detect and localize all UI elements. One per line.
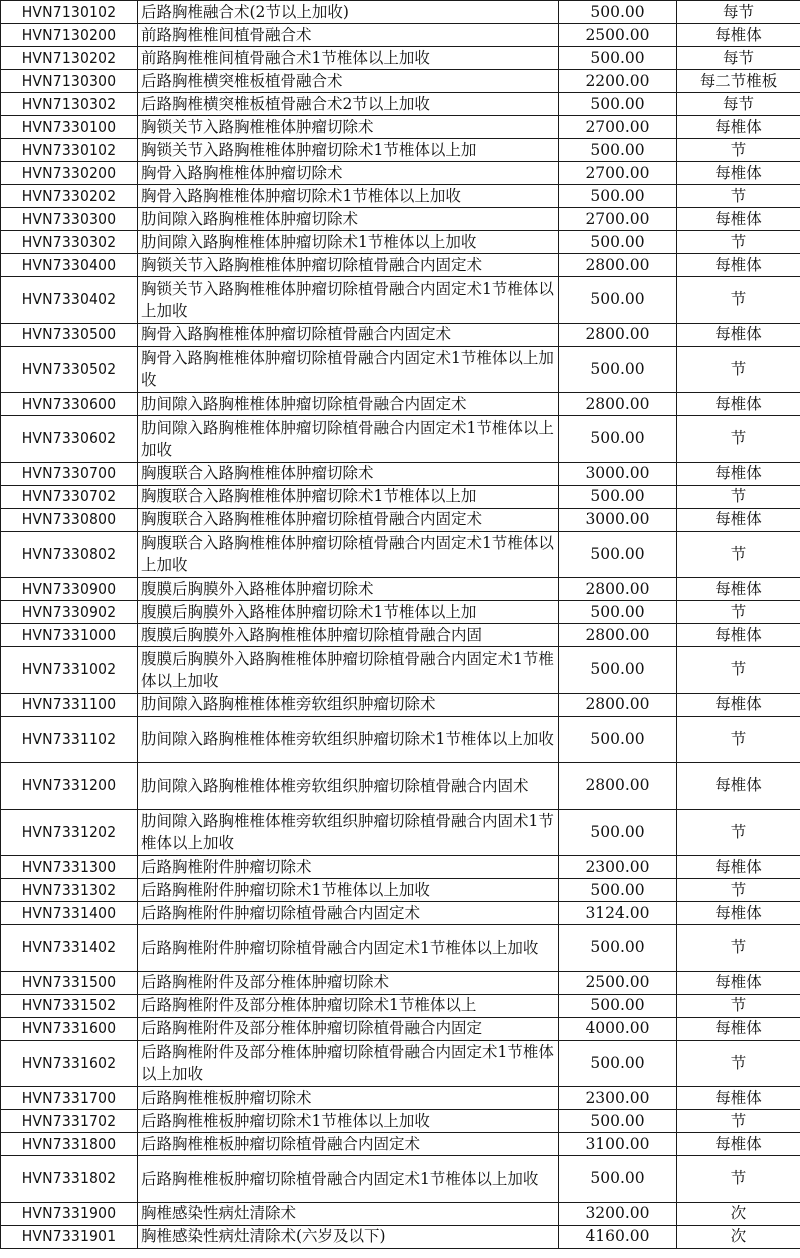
item-price-cell: 500.00 <box>559 601 677 624</box>
item-unit-cell: 每椎体 <box>677 1133 800 1156</box>
item-unit-cell: 每椎体 <box>677 323 800 346</box>
item-name-cell: 后路胸椎椎板肿瘤切除术1节椎体以上加收 <box>138 1110 559 1133</box>
table-row <box>1 277 800 324</box>
item-unit-cell: 每椎体 <box>677 24 800 47</box>
item-unit-cell: 每椎体 <box>677 393 800 416</box>
item-name-cell: 肋间隙入路胸椎椎体椎旁软组织肿瘤切除术 <box>138 693 559 716</box>
item-name-cell: 腹膜后胸膜外入路椎体肿瘤切除术1节椎体以上加 <box>138 601 559 624</box>
item-name-cell: 肋间隙入路胸椎椎体肿瘤切除术1节椎体以上加收 <box>138 231 559 254</box>
item-unit-cell: 每椎体 <box>677 624 800 647</box>
item-price-cell: 500.00 <box>559 231 677 254</box>
item-name-cell: 肋间隙入路胸椎椎体椎旁软组织肿瘤切除植骨融合内固术1节椎体以上加收 <box>138 809 559 856</box>
table-row <box>1 254 800 277</box>
item-code-cell: HVN7331602 <box>1 1040 138 1087</box>
item-name-cell: 胸椎感染性病灶清除术 <box>138 1202 559 1225</box>
item-unit-cell: 每椎体 <box>677 763 800 810</box>
item-code-cell: HVN7331302 <box>1 879 138 902</box>
item-code-cell: HVN7330102 <box>1 139 138 162</box>
item-unit-cell: 每节 <box>677 47 800 70</box>
item-price-cell: 500.00 <box>559 809 677 856</box>
item-name-cell: 肋间隙入路胸椎椎体椎旁软组织肿瘤切除植骨融合内固术 <box>138 763 559 810</box>
item-code-cell: HVN7331700 <box>1 1087 138 1110</box>
item-name-cell: 后路胸椎附件及部分椎体肿瘤切除术1节椎体以上 <box>138 994 559 1017</box>
item-price-cell: 2500.00 <box>559 971 677 994</box>
item-code-cell: HVN7331400 <box>1 902 138 925</box>
table-row <box>1 323 800 346</box>
item-price-cell: 500.00 <box>559 1110 677 1133</box>
table-row <box>1 971 800 994</box>
table-row <box>1 24 800 47</box>
table-row <box>1 647 800 694</box>
item-code-cell: HVN7331702 <box>1 1110 138 1133</box>
table-row <box>1 70 800 93</box>
item-code-cell: HVN7330100 <box>1 116 138 139</box>
item-name-cell: 胸骨入路胸椎椎体肿瘤切除术 <box>138 162 559 185</box>
item-unit-cell: 节 <box>677 277 800 324</box>
item-price-cell: 500.00 <box>559 47 677 70</box>
item-code-cell: HVN7331102 <box>1 716 138 763</box>
item-name-cell: 后路胸椎附件肿瘤切除术1节椎体以上加收 <box>138 879 559 902</box>
item-price-cell: 500.00 <box>559 1 677 24</box>
item-price-cell: 2800.00 <box>559 693 677 716</box>
item-unit-cell: 节 <box>677 485 800 508</box>
table-row <box>1 416 800 463</box>
item-code-cell: HVN7330300 <box>1 208 138 231</box>
table-row <box>1 93 800 116</box>
item-unit-cell: 每节 <box>677 93 800 116</box>
item-price-cell: 2700.00 <box>559 208 677 231</box>
item-name-cell: 胸腹联合入路胸椎椎体肿瘤切除术1节椎体以上加 <box>138 485 559 508</box>
item-name-cell: 后路胸椎横突椎板植骨融合术 <box>138 70 559 93</box>
item-unit-cell: 节 <box>677 1156 800 1203</box>
table-row <box>1 716 800 763</box>
item-unit-cell: 每椎体 <box>677 462 800 485</box>
item-code-cell: HVN7130200 <box>1 24 138 47</box>
table-row <box>1 1040 800 1087</box>
table-row <box>1 1156 800 1203</box>
table-row <box>1 1 800 24</box>
table-row <box>1 208 800 231</box>
item-code-cell: HVN7331200 <box>1 763 138 810</box>
item-name-cell: 前路胸椎椎间植骨融合术 <box>138 24 559 47</box>
item-price-cell: 500.00 <box>559 185 677 208</box>
table-row <box>1 139 800 162</box>
table-row <box>1 393 800 416</box>
item-name-cell: 肋间隙入路胸椎椎体椎旁软组织肿瘤切除术1节椎体以上加收 <box>138 716 559 763</box>
item-price-cell: 500.00 <box>559 879 677 902</box>
table-row <box>1 508 800 531</box>
item-code-cell: HVN7330402 <box>1 277 138 324</box>
item-code-cell: HVN7331600 <box>1 1017 138 1040</box>
item-price-cell: 500.00 <box>559 925 677 972</box>
item-unit-cell: 节 <box>677 879 800 902</box>
table-row <box>1 994 800 1017</box>
item-code-cell: HVN7130202 <box>1 47 138 70</box>
item-price-cell: 2300.00 <box>559 856 677 879</box>
item-name-cell: 腹膜后胸膜外入路胸椎椎体肿瘤切除植骨融合内固定术1节椎体以上加收 <box>138 647 559 694</box>
item-unit-cell: 节 <box>677 416 800 463</box>
table-row <box>1 879 800 902</box>
table-row <box>1 231 800 254</box>
table-row <box>1 1133 800 1156</box>
item-unit-cell: 每椎体 <box>677 578 800 601</box>
fee-schedule-rows <box>1 1 800 1249</box>
table-row <box>1 1017 800 1040</box>
table-row <box>1 1202 800 1225</box>
item-price-cell: 2800.00 <box>559 578 677 601</box>
item-price-cell: 4160.00 <box>559 1225 677 1248</box>
item-code-cell: HVN7330900 <box>1 578 138 601</box>
item-unit-cell: 每椎体 <box>677 508 800 531</box>
item-name-cell: 后路胸椎椎板肿瘤切除植骨融合内固定术1节椎体以上加收 <box>138 1156 559 1203</box>
table-row <box>1 1087 800 1110</box>
item-code-cell: HVN7330600 <box>1 393 138 416</box>
item-unit-cell: 次 <box>677 1202 800 1225</box>
item-code-cell: HVN7330400 <box>1 254 138 277</box>
item-code-cell: HVN7330702 <box>1 485 138 508</box>
item-price-cell: 500.00 <box>559 416 677 463</box>
item-code-cell: HVN7330902 <box>1 601 138 624</box>
item-name-cell: 后路胸椎附件肿瘤切除植骨融合内固定术 <box>138 902 559 925</box>
item-code-cell: HVN7130302 <box>1 93 138 116</box>
item-name-cell: 后路胸椎附件及部分椎体肿瘤切除植骨融合内固定术1节椎体以上加收 <box>138 1040 559 1087</box>
table-row <box>1 925 800 972</box>
item-code-cell: HVN7330602 <box>1 416 138 463</box>
item-code-cell: HVN7331300 <box>1 856 138 879</box>
item-unit-cell: 节 <box>677 346 800 393</box>
item-name-cell: 后路胸椎附件肿瘤切除术 <box>138 856 559 879</box>
item-code-cell: HVN7331002 <box>1 647 138 694</box>
item-unit-cell: 节 <box>677 601 800 624</box>
item-price-cell: 500.00 <box>559 1040 677 1087</box>
item-name-cell: 肋间隙入路胸椎椎体肿瘤切除植骨融合内固定术1节椎体以上加收 <box>138 416 559 463</box>
item-name-cell: 胸骨入路胸椎椎体肿瘤切除植骨融合内固定术 <box>138 323 559 346</box>
item-name-cell: 胸腹联合入路胸椎椎体肿瘤切除植骨融合内固定术1节椎体以上加收 <box>138 531 559 578</box>
item-name-cell: 胸锁关节入路胸椎椎体肿瘤切除植骨融合内固定术 <box>138 254 559 277</box>
item-name-cell: 后路胸椎融合术(2节以上加收) <box>138 1 559 24</box>
table-row <box>1 624 800 647</box>
item-name-cell: 前路胸椎椎间植骨融合术1节椎体以上加收 <box>138 47 559 70</box>
item-code-cell: HVN7331500 <box>1 971 138 994</box>
item-price-cell: 2800.00 <box>559 624 677 647</box>
table-row <box>1 185 800 208</box>
item-price-cell: 2800.00 <box>559 393 677 416</box>
item-code-cell: HVN7331402 <box>1 925 138 972</box>
item-name-cell: 后路胸椎横突椎板植骨融合术2节以上加收 <box>138 93 559 116</box>
item-price-cell: 3000.00 <box>559 508 677 531</box>
item-price-cell: 500.00 <box>559 277 677 324</box>
table-row <box>1 346 800 393</box>
item-code-cell: HVN7331100 <box>1 693 138 716</box>
item-name-cell: 腹膜后胸膜外入路椎体肿瘤切除术 <box>138 578 559 601</box>
item-price-cell: 3100.00 <box>559 1133 677 1156</box>
item-code-cell: HVN7130300 <box>1 70 138 93</box>
table-row <box>1 601 800 624</box>
item-price-cell: 3124.00 <box>559 902 677 925</box>
item-unit-cell: 节 <box>677 185 800 208</box>
table-row <box>1 902 800 925</box>
item-unit-cell: 节 <box>677 809 800 856</box>
item-unit-cell: 节 <box>677 994 800 1017</box>
item-name-cell: 后路胸椎椎板肿瘤切除植骨融合内固定术 <box>138 1133 559 1156</box>
item-code-cell: HVN7331202 <box>1 809 138 856</box>
item-unit-cell: 节 <box>677 647 800 694</box>
item-code-cell: HVN7331900 <box>1 1202 138 1225</box>
item-price-cell: 500.00 <box>559 647 677 694</box>
item-price-cell: 2700.00 <box>559 116 677 139</box>
item-code-cell: HVN7330302 <box>1 231 138 254</box>
item-name-cell: 胸锁关节入路胸椎椎体肿瘤切除术1节椎体以上加 <box>138 139 559 162</box>
item-unit-cell: 节 <box>677 139 800 162</box>
item-name-cell: 后路胸椎椎板肿瘤切除术 <box>138 1087 559 1110</box>
table-row <box>1 809 800 856</box>
table-row <box>1 578 800 601</box>
item-unit-cell: 每椎体 <box>677 693 800 716</box>
item-price-cell: 500.00 <box>559 93 677 116</box>
item-price-cell: 2300.00 <box>559 1087 677 1110</box>
item-code-cell: HVN7331802 <box>1 1156 138 1203</box>
item-unit-cell: 节 <box>677 716 800 763</box>
item-code-cell: HVN7331800 <box>1 1133 138 1156</box>
item-code-cell: HVN7330502 <box>1 346 138 393</box>
table-row <box>1 162 800 185</box>
table-row <box>1 47 800 70</box>
table-row <box>1 531 800 578</box>
item-price-cell: 2800.00 <box>559 763 677 810</box>
item-unit-cell: 节 <box>677 925 800 972</box>
item-unit-cell: 节 <box>677 231 800 254</box>
item-unit-cell: 每节 <box>677 1 800 24</box>
item-price-cell: 500.00 <box>559 346 677 393</box>
item-name-cell: 胸锁关节入路胸椎椎体肿瘤切除植骨融合内固定术1节椎体以上加收 <box>138 277 559 324</box>
item-price-cell: 3200.00 <box>559 1202 677 1225</box>
item-unit-cell: 每椎体 <box>677 208 800 231</box>
table-row <box>1 856 800 879</box>
item-price-cell: 500.00 <box>559 1156 677 1203</box>
item-price-cell: 3000.00 <box>559 462 677 485</box>
item-unit-cell: 每椎体 <box>677 254 800 277</box>
table-row <box>1 1225 800 1248</box>
item-unit-cell: 每椎体 <box>677 902 800 925</box>
item-name-cell: 胸骨入路胸椎椎体肿瘤切除术1节椎体以上加收 <box>138 185 559 208</box>
item-price-cell: 2200.00 <box>559 70 677 93</box>
item-code-cell: HVN7330700 <box>1 462 138 485</box>
item-unit-cell: 每椎体 <box>677 116 800 139</box>
item-price-cell: 2800.00 <box>559 254 677 277</box>
item-unit-cell: 次 <box>677 1225 800 1248</box>
item-code-cell: HVN7330800 <box>1 508 138 531</box>
item-name-cell: 肋间隙入路胸椎椎体肿瘤切除植骨融合内固定术 <box>138 393 559 416</box>
item-name-cell: 后路胸椎附件及部分椎体肿瘤切除术 <box>138 971 559 994</box>
item-code-cell: HVN7330202 <box>1 185 138 208</box>
item-unit-cell: 节 <box>677 1110 800 1133</box>
item-code-cell: HVN7330802 <box>1 531 138 578</box>
item-name-cell: 胸腹联合入路胸椎椎体肿瘤切除术 <box>138 462 559 485</box>
item-name-cell: 胸椎感染性病灶清除术(六岁及以下) <box>138 1225 559 1248</box>
table-row <box>1 462 800 485</box>
item-code-cell: HVN7330500 <box>1 323 138 346</box>
item-code-cell: HVN7331000 <box>1 624 138 647</box>
item-name-cell: 腹膜后胸膜外入路胸椎椎体肿瘤切除植骨融合内固 <box>138 624 559 647</box>
item-code-cell: HVN7331502 <box>1 994 138 1017</box>
item-unit-cell: 每椎体 <box>677 1017 800 1040</box>
item-price-cell: 500.00 <box>559 716 677 763</box>
table-row <box>1 1110 800 1133</box>
item-price-cell: 500.00 <box>559 994 677 1017</box>
item-unit-cell: 每椎体 <box>677 1087 800 1110</box>
table-row <box>1 116 800 139</box>
item-name-cell: 胸腹联合入路胸椎椎体肿瘤切除植骨融合内固定术 <box>138 508 559 531</box>
item-unit-cell: 节 <box>677 1040 800 1087</box>
table-row <box>1 763 800 810</box>
item-price-cell: 500.00 <box>559 531 677 578</box>
item-code-cell: HVN7130102 <box>1 1 138 24</box>
item-name-cell: 肋间隙入路胸椎椎体肿瘤切除术 <box>138 208 559 231</box>
item-code-cell: HVN7330200 <box>1 162 138 185</box>
item-price-cell: 500.00 <box>559 139 677 162</box>
item-price-cell: 2500.00 <box>559 24 677 47</box>
item-unit-cell: 每椎体 <box>677 856 800 879</box>
item-unit-cell: 节 <box>677 531 800 578</box>
item-price-cell: 2700.00 <box>559 162 677 185</box>
item-price-cell: 2800.00 <box>559 323 677 346</box>
item-name-cell: 胸锁关节入路胸椎椎体肿瘤切除术 <box>138 116 559 139</box>
item-price-cell: 4000.00 <box>559 1017 677 1040</box>
item-name-cell: 后路胸椎附件肿瘤切除植骨融合内固定术1节椎体以上加收 <box>138 925 559 972</box>
item-unit-cell: 每二节椎板 <box>677 70 800 93</box>
item-code-cell: HVN7331901 <box>1 1225 138 1248</box>
table-row <box>1 485 800 508</box>
item-price-cell: 500.00 <box>559 485 677 508</box>
item-unit-cell: 每椎体 <box>677 162 800 185</box>
table-row <box>1 693 800 716</box>
item-unit-cell: 每椎体 <box>677 971 800 994</box>
item-name-cell: 后路胸椎附件及部分椎体肿瘤切除植骨融合内固定 <box>138 1017 559 1040</box>
item-name-cell: 胸骨入路胸椎椎体肿瘤切除植骨融合内固定术1节椎体以上加收 <box>138 346 559 393</box>
